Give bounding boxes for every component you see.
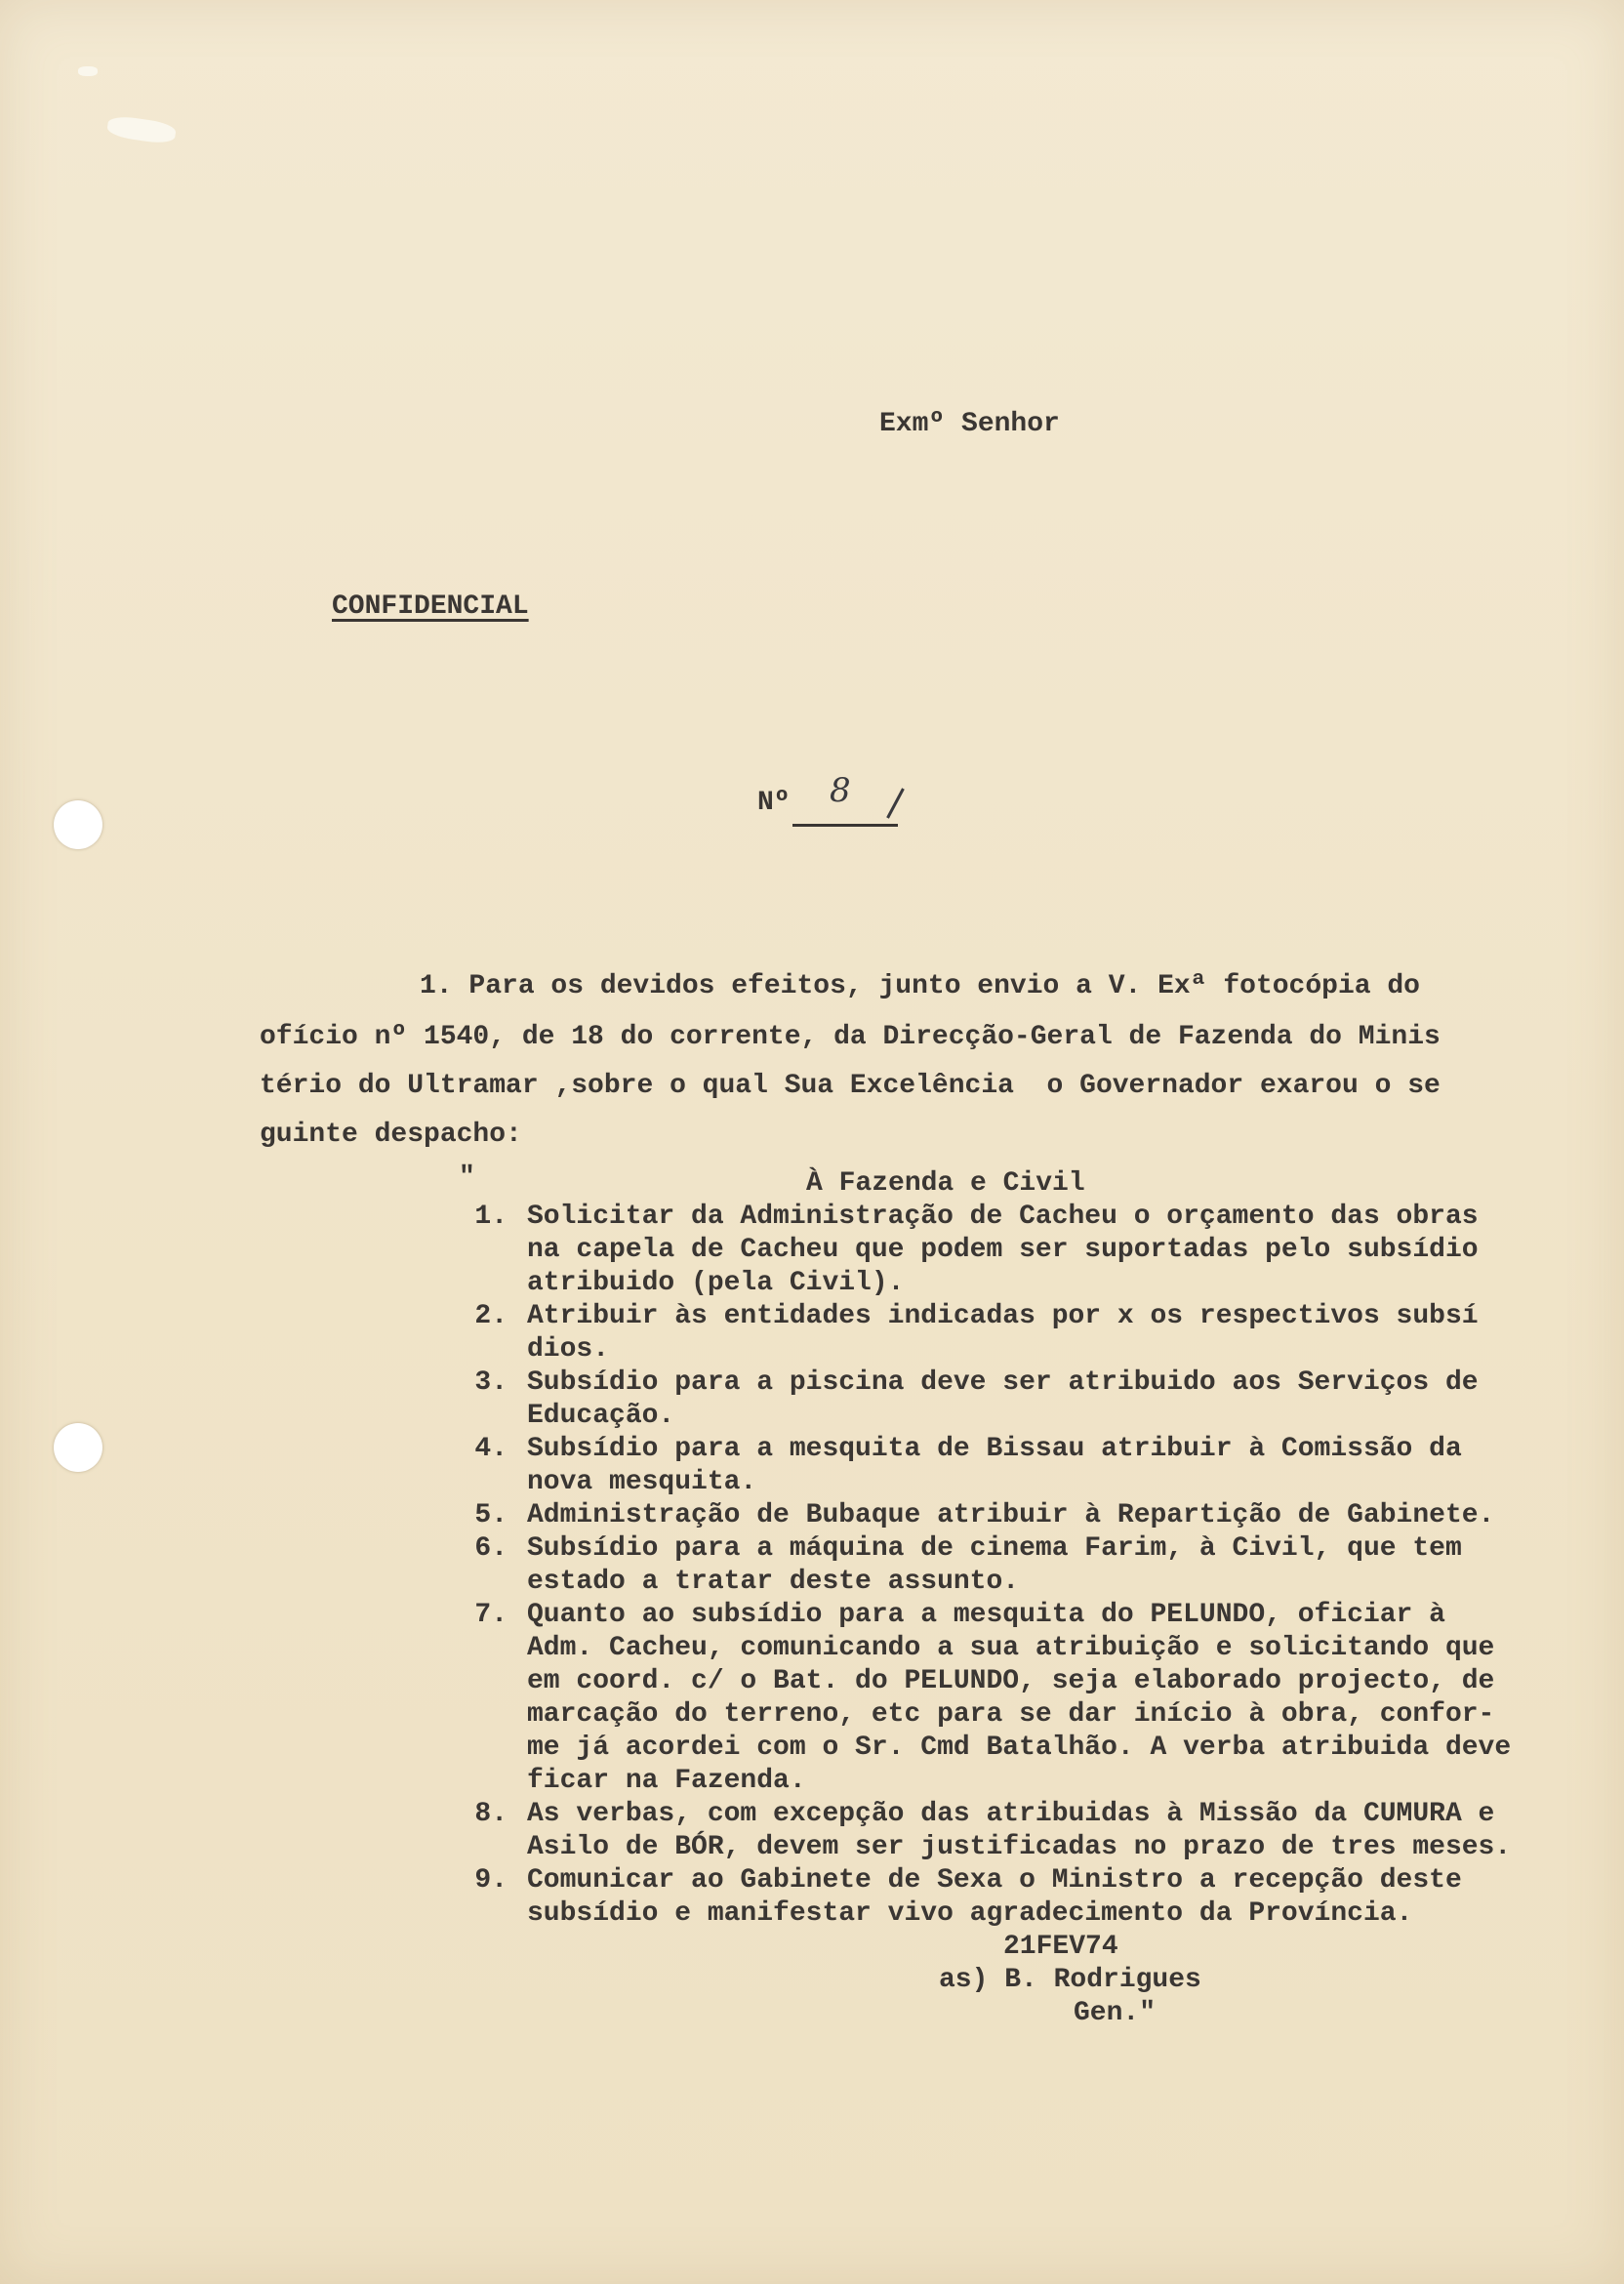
item-line: Asilo de BÓR, devem ser justificadas no prazo de tres meses. [527, 1832, 1512, 1862]
item-number: 5. [474, 1500, 508, 1530]
item-line: me já acordei com o Sr. Cmd Batalhão. A verba atribuida deve [527, 1733, 1512, 1763]
item-number: 7. [474, 1600, 508, 1630]
item-line: nova mesquita. [527, 1467, 757, 1497]
item-line: marcação do terreno, etc para se dar início à obra, confor- [527, 1699, 1495, 1730]
item-line: Comunicar ao Gabinete de Sexa o Ministro a recepção deste [527, 1865, 1462, 1896]
paragraph-line: tério do Ultramar ,sobre o qual Sua Excelência o Governador exarou o se [260, 1071, 1441, 1101]
item-number: 4. [474, 1434, 508, 1464]
salutation: Exmº Senhor [879, 409, 1060, 439]
paragraph-line: ofício nº 1540, de 18 do corrente, da Direcção-Geral de Fazenda do Minis [260, 1022, 1441, 1052]
item-line: dios. [527, 1334, 610, 1365]
paper-tear-mark [78, 66, 98, 76]
paragraph-line: guinte despacho: [260, 1120, 522, 1150]
despacho-heading: À Fazenda e Civil [806, 1168, 1085, 1199]
item-line: Administração de Bubaque atribuir à Repartição de Gabinete. [527, 1500, 1495, 1530]
item-line: Solicitar da Administração de Cacheu o orçamento das obras [527, 1202, 1479, 1232]
item-line: Adm. Cacheu, comunicando a sua atribuição e solicitando que [527, 1633, 1495, 1663]
item-line: Subsídio para a piscina deve ser atribuido aos Serviços de [527, 1367, 1479, 1398]
punch-hole-top [54, 800, 102, 849]
item-line: em coord. c/ o Bat. do PELUNDO, seja elaborado projecto, de [527, 1666, 1495, 1696]
open-quote: " [459, 1162, 475, 1193]
punch-hole-bottom [54, 1423, 102, 1472]
item-line: Quanto ao subsídio para a mesquita do PELUNDO, oficiar à [527, 1600, 1445, 1630]
item-number: 3. [474, 1367, 508, 1398]
signatory-rank: Gen." [1074, 1998, 1157, 2028]
item-line: estado a tratar deste assunto. [527, 1567, 1020, 1597]
item-line: na capela de Cacheu que podem ser suportadas pelo subsídio [527, 1235, 1479, 1265]
classification-label: CONFIDENCIAL [332, 591, 529, 622]
paragraph-line: 1. Para os devidos efeitos, junto envio a V. Exª fotocópia do [420, 971, 1420, 1001]
item-line: Subsídio para a mesquita de Bissau atribuir à Comissão da [527, 1434, 1462, 1464]
item-number: 2. [474, 1301, 508, 1331]
number-label: Nº [757, 788, 791, 818]
item-line: Educação. [527, 1401, 675, 1431]
item-line: Subsídio para a máquina de cinema Farim, à Civil, que tem [527, 1533, 1462, 1564]
item-line: Atribuir às entidades indicadas por x os respectivos subsí [527, 1301, 1479, 1331]
document-number: 8 [830, 771, 851, 810]
item-line: atribuido (pela Civil). [527, 1268, 905, 1298]
paper-tear-mark [106, 114, 177, 145]
item-line: subsídio e manifestar vivo agradecimento da Província. [527, 1898, 1413, 1929]
item-line: As verbas, com excepção das atribuidas à Missão da CUMURA e [527, 1799, 1495, 1829]
item-number: 8. [474, 1799, 508, 1829]
item-line: ficar na Fazenda. [527, 1766, 806, 1796]
item-number: 1. [474, 1202, 508, 1232]
despacho-date: 21FEV74 [1003, 1932, 1118, 1962]
signature-line: as) B. Rodrigues [939, 1965, 1201, 1995]
item-number: 6. [474, 1533, 508, 1564]
item-number: 9. [474, 1865, 508, 1896]
